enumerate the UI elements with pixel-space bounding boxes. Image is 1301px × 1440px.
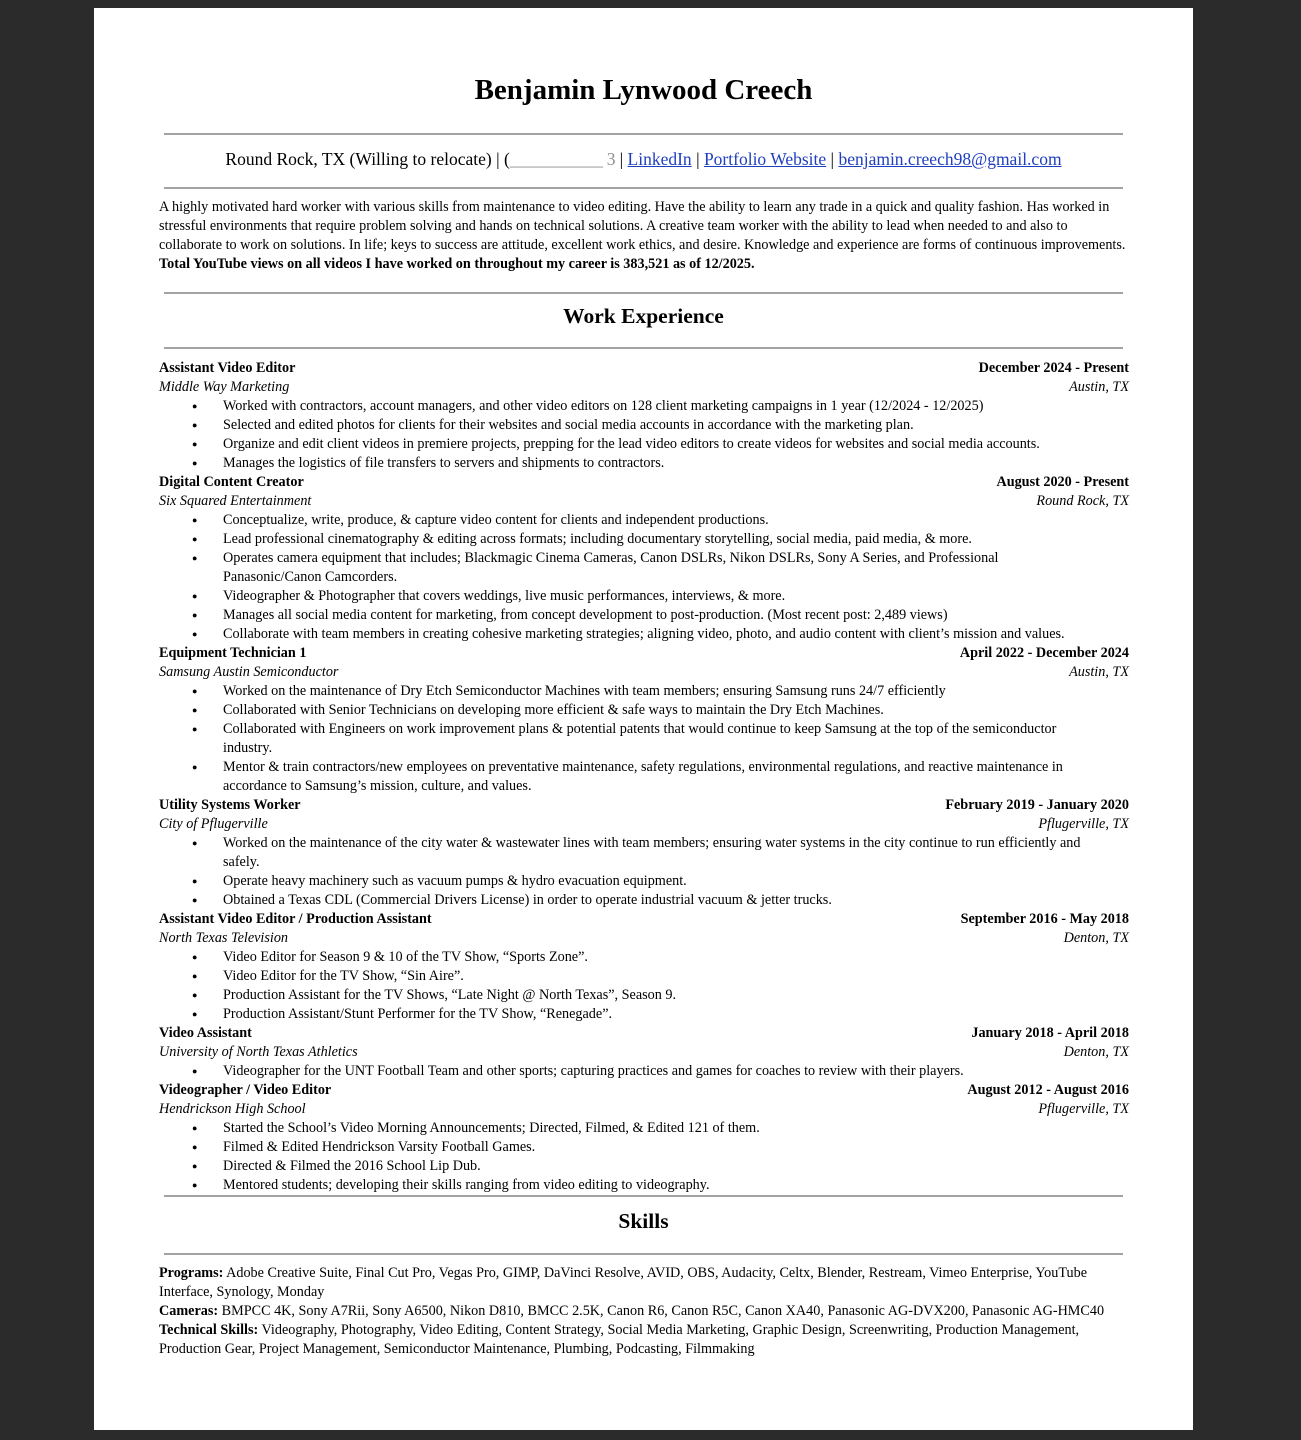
separator: | <box>615 149 628 169</box>
job-dates: February 2019 - January 2020 <box>945 797 1129 813</box>
job-entry <box>159 1081 1129 1195</box>
resume-page <box>94 8 1193 1430</box>
job-title: Video Assistant <box>159 1025 252 1041</box>
bullet-item: ● Videographer for the UNT Football Team and other sports; capturing practices and games for coaches to review with their players. <box>159 1062 1129 1081</box>
job-bullets <box>159 948 1129 1024</box>
job-entry <box>159 359 1129 473</box>
bullet-item: ● Operate heavy machinery such as vacuum pumps & hydro evacuation equipment. <box>159 872 1129 891</box>
location-text: Round Rock, TX (Willing to relocate) | ( <box>225 149 510 169</box>
phone-redacted: ___________ 3 <box>509 149 616 169</box>
summary-highlight: Total YouTube views on all videos I have worked on throughout my career is 383,521 as of 12/2025. <box>159 256 755 272</box>
job-bullets <box>159 511 1129 644</box>
bullet-item: ● Lead professional cinematography & editing across formats; including documentary storytelling, social media, paid media, & more. <box>159 530 1129 549</box>
divider <box>164 1253 1123 1255</box>
job-bullets <box>159 1119 1129 1195</box>
job-company: University of North Texas Athletics <box>159 1044 358 1060</box>
work-experience-list <box>159 359 1129 1195</box>
job-company: North Texas Television <box>159 930 289 946</box>
job-dates: December 2024 - Present <box>978 360 1129 376</box>
job-header <box>159 644 1129 663</box>
job-subheader <box>159 378 1129 397</box>
job-bullets <box>159 1062 1129 1081</box>
job-title: Videographer / Video Editor <box>159 1082 332 1098</box>
skills-list <box>159 1264 1134 1359</box>
job-location: Pflugerville, TX <box>1038 816 1129 832</box>
bullet-item: ● Video Editor for Season 9 & 10 of the TV Show, “Sports Zone”. <box>159 948 1129 967</box>
job-entry <box>159 1024 1129 1081</box>
candidate-name: Benjamin Lynwood Creech <box>474 74 813 106</box>
job-subheader <box>159 492 1129 511</box>
job-bullets <box>159 834 1129 910</box>
linkedin-link[interactable]: LinkedIn <box>627 149 692 169</box>
job-location: Denton, TX <box>1063 930 1129 946</box>
job-title: Assistant Video Editor / Production Assistant <box>159 911 432 927</box>
job-subheader <box>159 1100 1129 1119</box>
bullet-item: ● Started the School’s Video Morning Announcements; Directed, Filmed, & Edited 121 of them. <box>159 1119 1129 1138</box>
bullet-item: ● Video Editor for the TV Show, “Sin Aire”. <box>159 967 1129 986</box>
job-location: Austin, TX <box>1069 664 1129 680</box>
job-header <box>159 1081 1129 1100</box>
bullet-item: ● Mentor & train contractors/new employees on preventative maintenance, safety regulations, environmental regulations, and reactive maintenance in accordance to Samsung’s mission, culture, and values. <box>159 758 1129 796</box>
bullet-item: ● Obtained a Texas CDL (Commercial Drivers License) in order to operate industrial vacuum & jetter trucks. <box>159 891 1129 910</box>
job-entry <box>159 473 1129 644</box>
bullet-item: ● Conceptualize, write, produce, & capture video content for clients and independent productions. <box>159 511 1129 530</box>
skill-row <box>159 1264 1134 1302</box>
job-subheader <box>159 815 1129 834</box>
job-dates: August 2012 - August 2016 <box>967 1082 1129 1098</box>
bullet-item: ● Collaborate with team members in creating cohesive marketing strategies; aligning video, photo, and audio content with client’s mission and values. <box>159 625 1129 644</box>
skill-label: Programs: <box>159 1265 224 1281</box>
job-title: Equipment Technician 1 <box>159 645 307 661</box>
bullet-item: ● Worked on the maintenance of Dry Etch Semiconductor Machines with team members; ensuring Samsung runs 24/7 efficiently <box>159 682 1129 701</box>
job-location: Pflugerville, TX <box>1038 1101 1129 1117</box>
job-company: Samsung Austin Semiconductor <box>159 664 339 680</box>
job-header <box>159 359 1129 378</box>
job-company: Middle Way Marketing <box>159 379 290 395</box>
job-company: Six Squared Entertainment <box>159 493 312 509</box>
job-header <box>159 473 1129 492</box>
job-location: Austin, TX <box>1069 379 1129 395</box>
contact-line <box>94 148 1193 170</box>
job-bullets <box>159 682 1129 796</box>
job-dates: January 2018 - April 2018 <box>971 1025 1129 1041</box>
skill-row <box>159 1302 1134 1321</box>
job-header <box>159 796 1129 815</box>
bullet-item: ● Production Assistant for the TV Shows, “Late Night @ North Texas”, Season 9. <box>159 986 1129 1005</box>
job-header <box>159 910 1129 929</box>
bullet-item: ● Collaborated with Senior Technicians on developing more efficient & safe ways to maintain the Dry Etch Machines. <box>159 701 1129 720</box>
job-company: Hendrickson High School <box>159 1101 306 1117</box>
job-title: Utility Systems Worker <box>159 797 301 813</box>
job-header <box>159 1024 1129 1043</box>
divider <box>164 1195 1123 1197</box>
job-entry <box>159 910 1129 1024</box>
job-subheader <box>159 929 1129 948</box>
skill-value: BMPCC 4K, Sony A7Rii, Sony A6500, Nikon D810, BMCC 2.5K, Canon R6, Canon R5C, Canon XA40, Panasonic AG-DVX200, Panasonic AG-HMC40 <box>218 1303 1105 1319</box>
separator: | <box>826 149 839 169</box>
job-entry <box>159 644 1129 796</box>
bullet-item: ● Worked on the maintenance of the city water & wastewater lines with team members; ensuring water systems in the city continue to run efficiently and safely. <box>159 834 1129 872</box>
bullet-item: ● Videographer & Photographer that covers weddings, live music performances, interviews, & more. <box>159 587 1129 606</box>
bullet-item: ● Selected and edited photos for clients for their websites and social media accounts in accordance with the marketing plan. <box>159 416 1129 435</box>
bullet-item: ● Directed & Filmed the 2016 School Lip Dub. <box>159 1157 1129 1176</box>
bullet-item: ● Filmed & Edited Hendrickson Varsity Football Games. <box>159 1138 1129 1157</box>
divider <box>164 187 1123 189</box>
skill-row <box>159 1321 1134 1359</box>
bullet-item: ● Worked with contractors, account managers, and other video editors on 128 client marketing campaigns in 1 year (12/2024 - 12/2025) <box>159 397 1129 416</box>
skill-label: Technical Skills: <box>159 1322 259 1338</box>
divider <box>164 347 1123 349</box>
skill-label: Cameras: <box>159 1303 219 1319</box>
bullet-item: ● Manages all social media content for marketing, from concept development to post-production. (Most recent post: 2,489 views) <box>159 606 1129 625</box>
bullet-item: ● Manages the logistics of file transfers to servers and shipments to contractors. <box>159 454 1129 473</box>
bullet-item: ● Production Assistant/Stunt Performer for the TV Show, “Renegade”. <box>159 1005 1129 1024</box>
skill-value: Videography, Photography, Video Editing, Content Strategy, Social Media Marketing, Graphic Design, Screenwriting, Production Management, Production Gear, Project Management, Semiconductor Maintenance, Plumbing, Podcasting, Filmmaking <box>159 1322 1080 1357</box>
job-subheader <box>159 663 1129 682</box>
section-title-skills: Skills <box>618 1209 669 1233</box>
job-subheader <box>159 1043 1129 1062</box>
section-title-work: Work Experience <box>563 304 724 328</box>
portfolio-link[interactable]: Portfolio Website <box>703 149 827 169</box>
bullet-item: ● Organize and edit client videos in premiere projects, prepping for the lead video editors to create videos for websites and social media accounts. <box>159 435 1129 454</box>
summary-text: A highly motivated hard worker with various skills from maintenance to video editing. Have the ability to learn any trade in a quick and quality fashion. Has worked in stressful environments that require problem solving and hands on technical solutions. A creative team worker with the ability to lead when needed to and also to collaborate to work on solutions. In life; keys to success are attitude, excellent work ethics, and desire. Knowledge and experience are forms of continuous improvements. <box>159 199 1126 253</box>
job-title: Digital Content Creator <box>159 474 304 490</box>
job-dates: August 2020 - Present <box>996 474 1129 490</box>
job-location: Round Rock, TX <box>1036 493 1129 509</box>
bullet-item: ● Operates camera equipment that includes; Blackmagic Cinema Cameras, Canon DSLRs, Nikon DSLRs, Sony A Series, and Professional Panasonic/Canon Camcorders. <box>159 549 1129 587</box>
job-title: Assistant Video Editor <box>159 360 296 376</box>
job-dates: September 2016 - May 2018 <box>960 911 1129 927</box>
job-bullets <box>159 397 1129 473</box>
skill-value: Adobe Creative Suite, Final Cut Pro, Vegas Pro, GIMP, DaVinci Resolve, AVID, OBS, Audacity, Celtx, Blender, Restream, Vimeo Enterprise, YouTube Interface, Synology, Monday <box>159 1265 1087 1300</box>
divider <box>164 292 1123 294</box>
job-dates: April 2022 - December 2024 <box>959 645 1129 661</box>
job-company: City of Pflugerville <box>159 816 268 832</box>
email-link[interactable]: benjamin.creech98@gmail.com <box>838 149 1062 169</box>
bullet-item: ● Collaborated with Engineers on work improvement plans & potential patents that would continue to keep Samsung at the top of the semiconductor industry. <box>159 720 1129 758</box>
job-location: Denton, TX <box>1063 1044 1129 1060</box>
separator: | <box>691 149 704 169</box>
job-entry <box>159 796 1129 910</box>
bullet-item: ● Mentored students; developing their skills ranging from video editing to videography. <box>159 1176 1129 1195</box>
divider <box>164 133 1123 135</box>
summary-paragraph <box>159 198 1134 274</box>
